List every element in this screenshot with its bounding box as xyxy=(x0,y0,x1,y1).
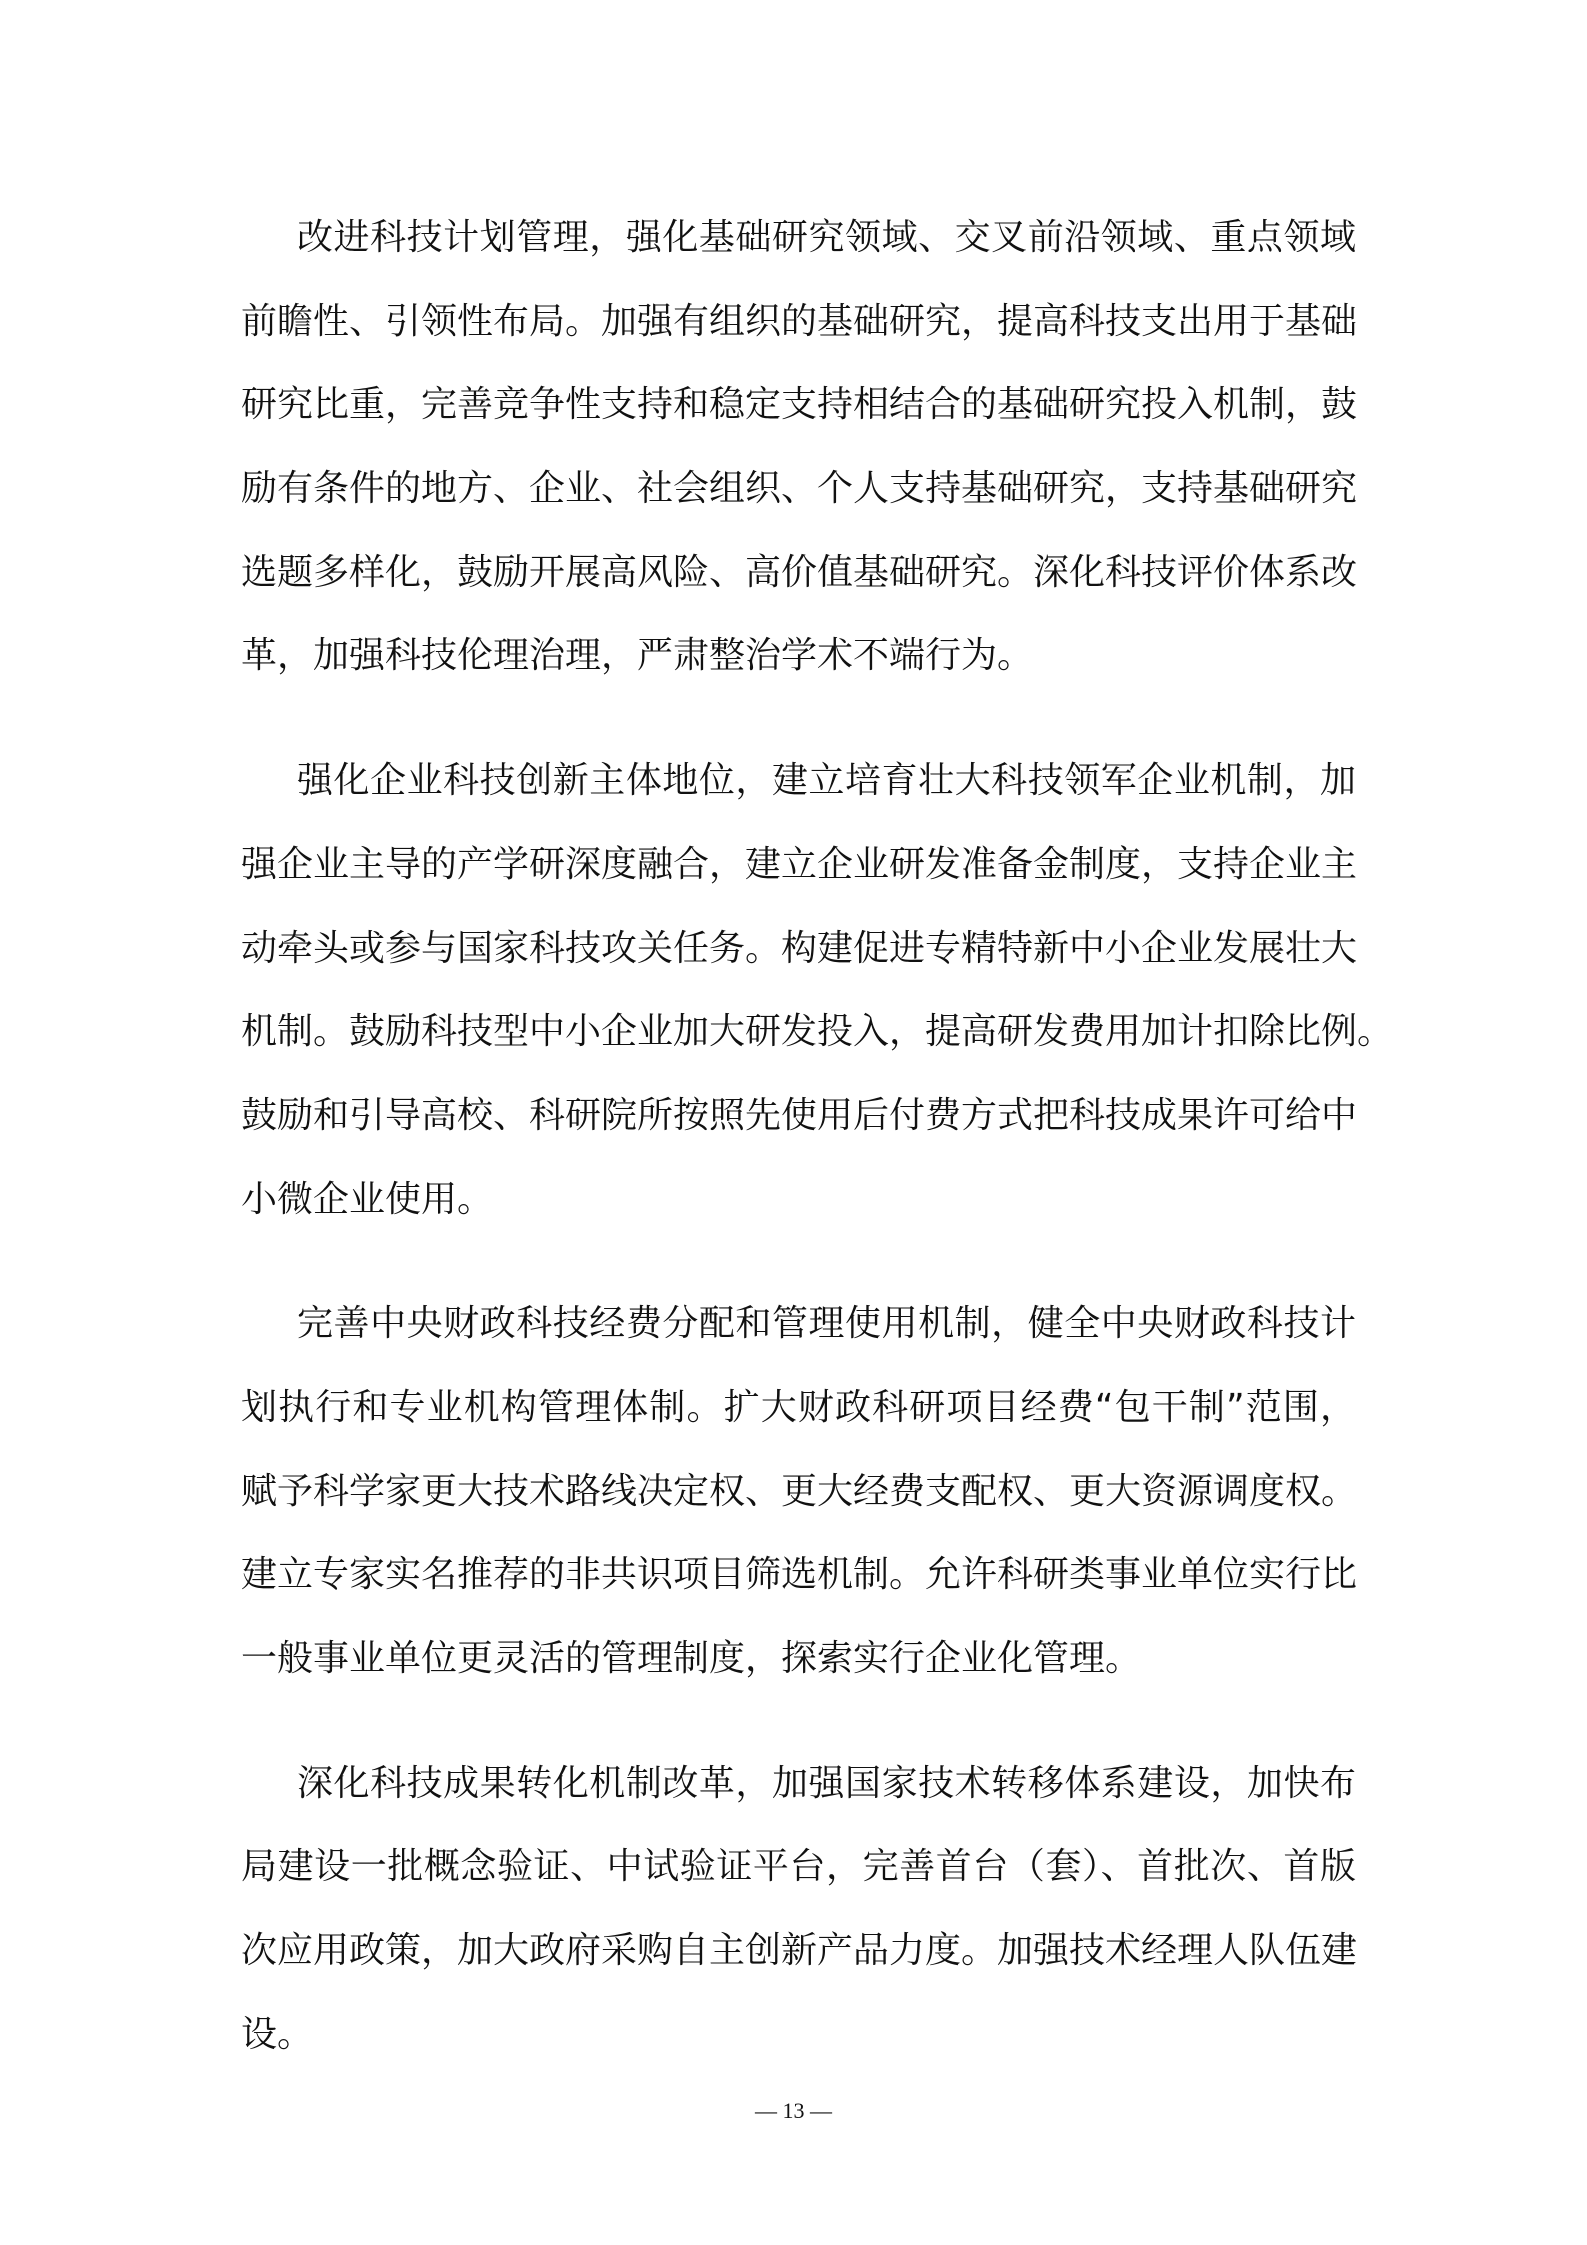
text-line: 革，加强科技伦理治理，严肃整治学术不端行为。 xyxy=(241,635,1034,677)
text-line: 建立专家实名推荐的非共识项目筛选机制。允许科研类事业单位实行比 xyxy=(241,1554,1358,1596)
text-line: 深化科技成果转化机制改革，加强国家技术转移体系建设，加快布 xyxy=(297,1762,1356,1804)
text-line: 赋予科学家更大技术路线决定权、更大经费支配权、更大资源调度权。 xyxy=(241,1470,1358,1512)
document-body xyxy=(241,196,1394,2117)
text-line: 励有条件的地方、企业、社会组织、个人支持基础研究，支持基础研究 xyxy=(241,468,1358,510)
text-line: 划执行和专业机构管理体制。扩大财政科研项目经费“包干制”范围， xyxy=(241,1386,1356,1428)
text-line: 前瞻性、引领性布局。加强有组织的基础研究，提高科技支出用于基础 xyxy=(241,300,1358,342)
paragraph xyxy=(241,196,1356,698)
paragraph xyxy=(241,1282,1356,1700)
text-line: 研究比重，完善竞争性支持和稳定支持相结合的基础研究投入机制，鼓 xyxy=(241,384,1358,426)
text-line: 完善中央财政科技经费分配和管理使用机制，健全中央财政科技计 xyxy=(297,1303,1356,1345)
text-line: 局建设一批概念验证、中试验证平台，完善首台（套）、首批次、首版 xyxy=(241,1846,1356,1888)
text-line: 小微企业使用。 xyxy=(241,1178,494,1220)
page-number: — 13 — xyxy=(755,2098,832,2123)
text-line: 选题多样化，鼓励开展高风险、高价值基础研究。深化科技评价体系改 xyxy=(241,551,1358,593)
text-line: 强企业主导的产学研深度融合，建立企业研发准备金制度，支持企业主 xyxy=(241,843,1358,885)
text-line: 改进科技计划管理，强化基础研究领域、交叉前沿领域、重点领域 xyxy=(297,217,1356,258)
text-line: 动牵头或参与国家科技攻关任务。构建促进专精特新中小企业发展壮大 xyxy=(241,927,1358,969)
paragraph xyxy=(241,1742,1356,2077)
text-line: 次应用政策，加大政府采购自主创新产品力度。加强技术经理人队伍建 xyxy=(241,1930,1358,1972)
text-line: 一般事业单位更灵活的管理制度，探索实行企业化管理。 xyxy=(241,1638,1142,1679)
paragraph xyxy=(241,739,1394,1241)
text-line: 强化企业科技创新主体地位，建立培育壮大科技领军企业机制，加 xyxy=(297,760,1356,802)
text-line: 设。 xyxy=(241,2013,314,2055)
text-line: 机制。鼓励科技型中小企业加大研发投入，提高研发费用加计扣除比例。 xyxy=(241,1011,1394,1053)
text-line: 鼓励和引导高校、科研院所按照先使用后付费方式把科技成果许可给中 xyxy=(241,1094,1358,1136)
